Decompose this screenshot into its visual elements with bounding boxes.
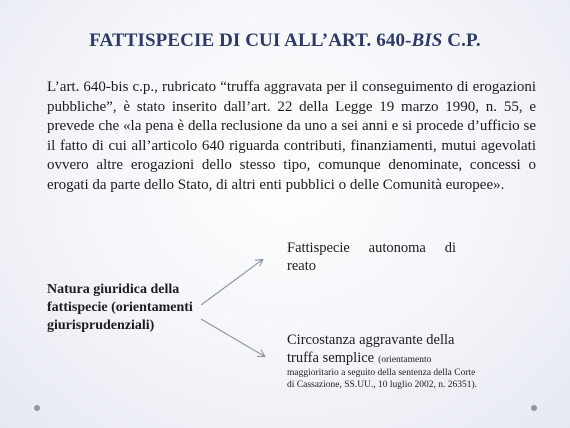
branch-bottom-line1: Circostanza aggravante della [287,332,455,348]
branch-autonomous-offense: Fattispecie autonoma di reato [287,240,456,274]
arrow-down [201,319,264,356]
title-main: FATTISPECIE DI CUI ALL’ART. 640- [89,30,412,51]
branch-bottom-note-b: maggioritario a seguito della sentenza della Corte [287,368,476,378]
branch-bottom-note-c: di Cassazione, SS.UU., 10 luglio 2002, n. 26351). [287,380,477,390]
branch-bottom-line2: truffa semplice [287,350,375,366]
legal-nature-label: Natura giuridica della fattispecie (orientamenti giurisprudenziali) [47,282,193,333]
branch-aggravating-circumstance [287,331,487,391]
body-paragraph: L’art. 640-bis c.p., rubricato “truffa aggravata per il conseguimento di erogazioni pubbliche”, è stato inserito dall’art. 22 della Legge 19 marzo 1990, n. 55, e prevede che «la pena è della reclusione da uno a sei anni e si procede d’ufficio se il fatto di cui all’articolo 640 riguarda contributi, finanziamenti, mutui agevolati ovvero altre erogazioni dello stesso tipo, comunque denominate, concessi o erogati da parte dello Stato, di altri enti pubblici o delle Comunità europee». [47,79,536,193]
title-end: C.P. [442,30,481,51]
corner-dot-right [531,405,537,411]
title-italic: BIS [411,30,443,51]
corner-dot-left [34,405,40,411]
branch-bottom-note-a: (orientamento [378,355,432,365]
arrow-up [201,260,262,305]
